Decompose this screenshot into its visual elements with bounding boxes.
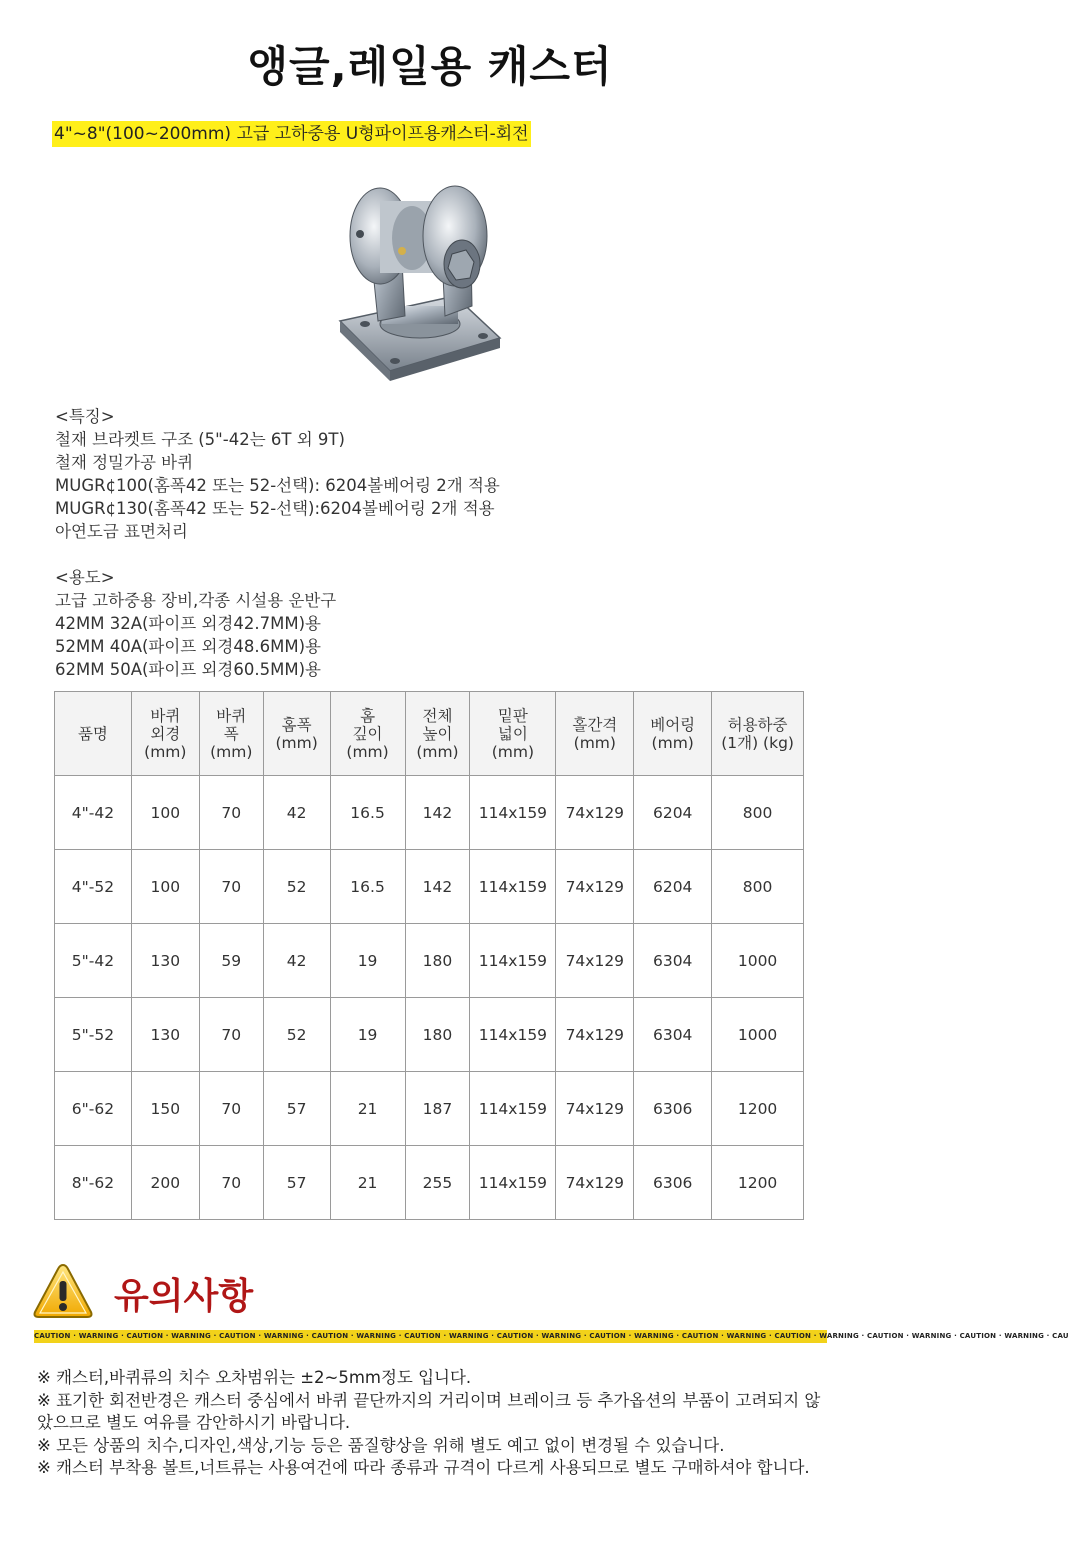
table-cell: 57: [263, 1072, 330, 1146]
table-cell: 114x159: [470, 1146, 556, 1220]
table-cell: 70: [199, 998, 263, 1072]
table-cell: 200: [131, 1146, 199, 1220]
feature-line: 아연도금 표면처리: [55, 522, 188, 541]
table-cell: 6204: [634, 850, 712, 924]
table-cell: 142: [405, 776, 470, 850]
table-cell: 42: [263, 924, 330, 998]
table-cell: 1000: [712, 924, 804, 998]
col-header-hole-spacing: 홀간격 (mm): [556, 692, 634, 776]
table-cell: 6306: [634, 1146, 712, 1220]
caution-tape: CAUTION · WARNING · CAUTION · WARNING · CAUTION · WARNING · CAUTION · WARNING · CAUTION · WARNING · CAUTION · WARNING · CAUTION · WARNING · CAUTION · WARNING · CAUTION · WARNING · CAUTION · WARNING · CAUTION · WARNING · CAU: [34, 1330, 827, 1343]
table-cell: 114x159: [470, 1072, 556, 1146]
col-header-groove-depth: 홈 깊이 (mm): [330, 692, 405, 776]
table-cell: 70: [199, 850, 263, 924]
table-header-row: [55, 692, 804, 776]
col-header-plate-size: 밑판 넓이 (mm): [470, 692, 556, 776]
table-cell: 70: [199, 1146, 263, 1220]
table-cell: 114x159: [470, 998, 556, 1072]
table-cell: 1200: [712, 1146, 804, 1220]
col-header-bearing: 베어링 (mm): [634, 692, 712, 776]
table-cell: 114x159: [470, 924, 556, 998]
table-row: [55, 850, 804, 924]
table-cell: 4"-42: [55, 776, 132, 850]
table-cell: 52: [263, 850, 330, 924]
table-cell: 70: [199, 1072, 263, 1146]
table-cell: 74x129: [556, 1146, 634, 1220]
table-cell: 21: [330, 1072, 405, 1146]
table-cell: 16.5: [330, 850, 405, 924]
table-cell: 19: [330, 998, 405, 1072]
note-item: ※ 캐스터 부착용 볼트,너트류는 사용여건에 따라 종류과 규격이 다르게 사용되므로 별도 구매하셔야 합니다.: [37, 1458, 810, 1477]
table-cell: 8"-62: [55, 1146, 132, 1220]
table-cell: 187: [405, 1072, 470, 1146]
table-row: [55, 1146, 804, 1220]
feature-line: MUGR¢130(홈폭42 또는 52-선택):6204볼베어링 2개 적용: [55, 499, 495, 518]
table-cell: 130: [131, 924, 199, 998]
note-item: ※ 모든 상품의 치수,디자인,색상,기능 등은 품질향상을 위해 별도 예고 없이 변경될 수 있습니다.: [37, 1435, 725, 1455]
col-header-model: 품명: [55, 692, 132, 776]
usage-heading: <용도>: [55, 568, 115, 587]
table-cell: 74x129: [556, 850, 634, 924]
table-cell: 150: [131, 1072, 199, 1146]
table-cell: 800: [712, 776, 804, 850]
table-cell: 1200: [712, 1072, 804, 1146]
table-cell: 74x129: [556, 776, 634, 850]
caution-title: 유의사항: [114, 1276, 254, 1317]
table-cell: 6304: [634, 998, 712, 1072]
table-cell: 70: [199, 776, 263, 850]
col-header-groove-width: 홈폭 (mm): [263, 692, 330, 776]
feature-line: MUGR¢100(홈폭42 또는 52-선택): 6204볼베어링 2개 적용: [55, 476, 500, 495]
table-row: [55, 1072, 804, 1146]
usage-line: 고급 고하중용 장비,각종 시설용 운반구: [55, 591, 337, 610]
table-cell: 57: [263, 1146, 330, 1220]
table-cell: 74x129: [556, 998, 634, 1072]
product-photo: [200, 146, 630, 406]
usage-line: 42MM 32A(파이프 외경42.7MM)용: [55, 614, 321, 633]
caution-notes: [37, 1367, 827, 1480]
table-cell: 19: [330, 924, 405, 998]
usage-line: 52MM 40A(파이프 외경48.6MM)용: [55, 637, 321, 656]
page-title: 앵글,레일용 캐스터: [247, 42, 613, 91]
table-cell: 100: [131, 850, 199, 924]
table-cell: 74x129: [556, 1072, 634, 1146]
table-cell: 52: [263, 998, 330, 1072]
spec-table: [54, 691, 804, 1220]
table-cell: 255: [405, 1146, 470, 1220]
features-heading: <특징>: [55, 407, 115, 426]
table-cell: 6204: [634, 776, 712, 850]
product-subtitle: 4"~8"(100~200mm) 고급 고하중용 U형파이프용캐스터-회전: [52, 121, 531, 147]
table-cell: 74x129: [556, 924, 634, 998]
table-cell: 6"-62: [55, 1072, 132, 1146]
table-cell: 21: [330, 1146, 405, 1220]
table-cell: 42: [263, 776, 330, 850]
table-cell: 59: [199, 924, 263, 998]
feature-line: 철재 브라켓트 구조 (5"-42는 6T 외 9T): [55, 430, 345, 449]
table-cell: 100: [131, 776, 199, 850]
table-cell: 6304: [634, 924, 712, 998]
table-cell: 5"-42: [55, 924, 132, 998]
col-header-total-height: 전체 높이 (mm): [405, 692, 470, 776]
table-cell: 4"-52: [55, 850, 132, 924]
table-row: [55, 998, 804, 1072]
table-cell: 16.5: [330, 776, 405, 850]
warning-triangle-icon: [32, 1262, 94, 1320]
table-cell: 114x159: [470, 850, 556, 924]
col-header-load: 허용하중 (1개) (kg): [712, 692, 804, 776]
table-cell: 1000: [712, 998, 804, 1072]
table-row: [55, 776, 804, 850]
note-item: ※ 캐스터,바퀴류의 치수 오차범위는 ±2~5mm정도 입니다.: [37, 1368, 472, 1387]
table-cell: 180: [405, 924, 470, 998]
table-cell: 142: [405, 850, 470, 924]
usage-line: 62MM 50A(파이프 외경60.5MM)용: [55, 660, 321, 679]
table-cell: 800: [712, 850, 804, 924]
product-description: [55, 405, 500, 681]
table-cell: 114x159: [470, 776, 556, 850]
note-item: ※ 표기한 회전반경은 캐스터 중심에서 바퀴 끝단까지의 거리이며 브레이크 등 추가옵션의 부품이 고려되지 않았으므로 별도 여유를 감안하시기 바랍니다.: [37, 1390, 821, 1432]
table-cell: 6306: [634, 1072, 712, 1146]
table-cell: 130: [131, 998, 199, 1072]
table-cell: 5"-52: [55, 998, 132, 1072]
table-cell: 180: [405, 998, 470, 1072]
feature-line: 철재 정밀가공 바퀴: [55, 453, 194, 472]
table-row: [55, 924, 804, 998]
col-header-wheel-width: 바퀴 폭 (mm): [199, 692, 263, 776]
col-header-wheel-diameter: 바퀴 외경 (mm): [131, 692, 199, 776]
